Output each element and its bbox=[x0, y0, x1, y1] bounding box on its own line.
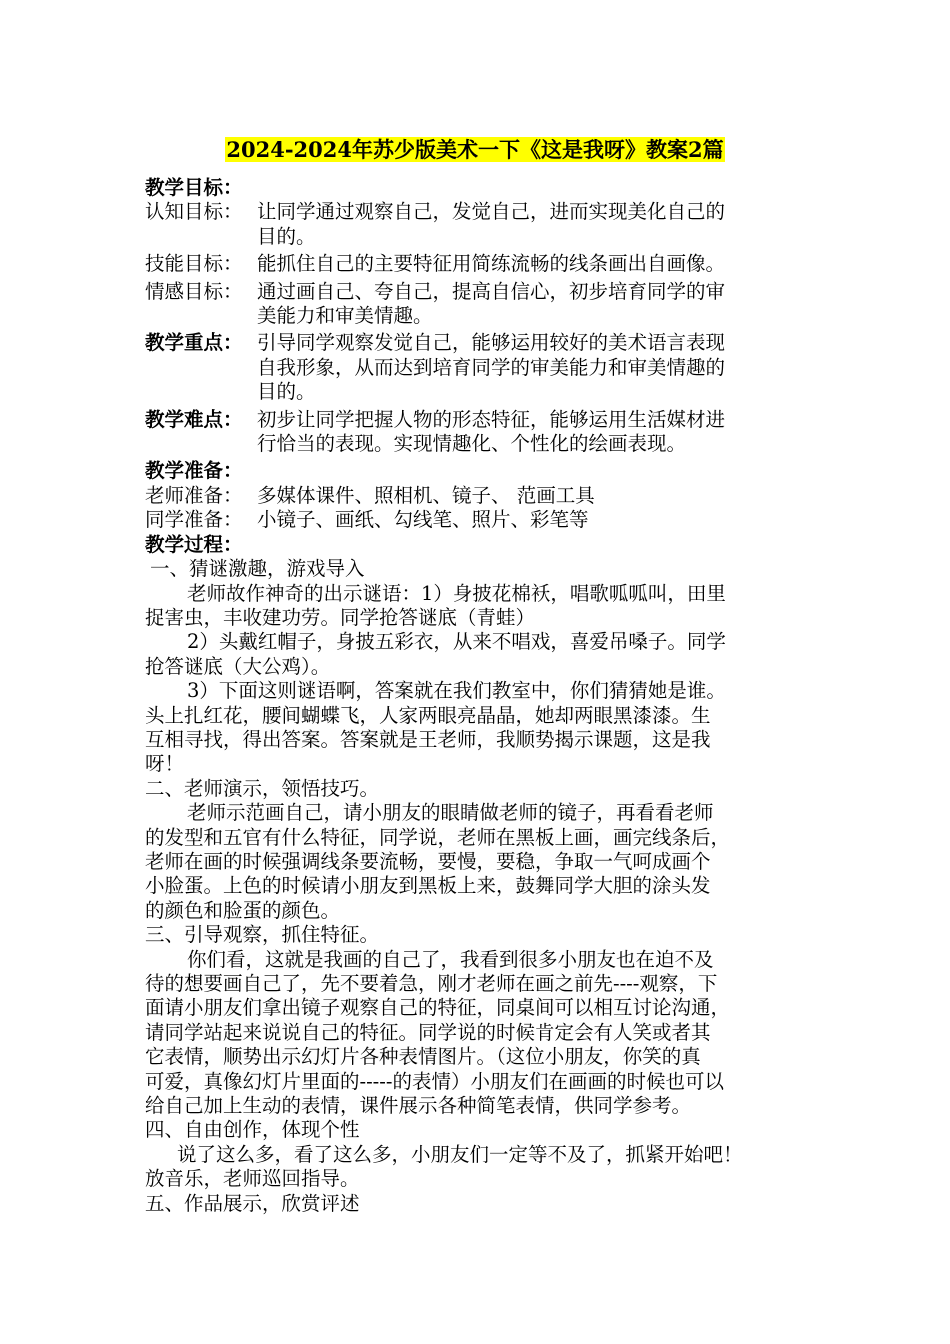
section-4-title: 四、自由创作，体现个性 bbox=[145, 1118, 360, 1142]
emotion-label: 情感目标： bbox=[145, 279, 243, 303]
cognitive-label: 认知目标： bbox=[145, 200, 243, 224]
objectives-heading: 教学目标： bbox=[145, 176, 243, 199]
section-4-paragraph: 说了这么多，看了这么多，小朋友们一定等不及了，抓紧开始吧！ bbox=[177, 1142, 743, 1166]
section-5-title: 五、作品展示，欣赏评述 bbox=[145, 1191, 360, 1215]
difficulties: 教学难点： 初步让同学把握人物的形态特征，能够运用生活媒材进 bbox=[145, 407, 726, 431]
section-1-title: 一、猜谜激趣，游戏导入 bbox=[150, 557, 365, 581]
skill-label: 技能目标： bbox=[145, 252, 243, 276]
preparation-heading: 教学准备： bbox=[145, 459, 243, 483]
teacher-preparation: 老师准备： 多媒体课件、照相机、镜子、 范画工具 bbox=[145, 483, 595, 507]
document-title: 2024-2024年苏少版美术一下《这是我呀》教案2篇 bbox=[226, 137, 724, 162]
student-preparation: 同学准备： 小镜子、画纸、勾线笔、照片、彩笔等 bbox=[145, 508, 589, 532]
emotion-objective: 情感目标： 通过画自己、夸自己，提高自信心，初步培育同学的审 bbox=[145, 279, 726, 303]
section-3-paragraph: 你们看，这就是我画的自己了，我看到很多小朋友也在迫不及 bbox=[187, 947, 714, 971]
section-1-paragraph: 老师故作神奇的出示谜语：1）身披花棉袄，唱歌呱呱叫，田里 bbox=[187, 581, 726, 605]
key-points-label: 教学重点： bbox=[145, 331, 243, 355]
section-2-paragraph: 老师示范画自己，请小朋友的眼睛做老师的镜子，再看看老师 bbox=[187, 801, 714, 825]
difficulties-label: 教学难点： bbox=[145, 407, 243, 431]
cognitive-objective: 认知目标： 让同学通过观察自己，发觉自己，进而实现美化自己的 bbox=[145, 200, 726, 224]
document-body: 教学目标： 认知目标： 让同学通过观察自己，发觉自己，进而实现美化自己的 目的。 技能目标： 能抓住自己的主要特征用简练流畅的线条画出自画像。 情感目标： 通过画自己、夸自己，提高自信心，初步培育同学的审 美能力和审美情趣。 教学重点： 引导同学观察发觉自己，能够运用较好的美术语言表现 自我形象，从而达到培育同学的审美能力和审美情趣的 目的。 教学难点： 初步让同学把握人物的形态特征，能够运用生活媒材进 行恰当的表现。实现情趣化、个性化的绘画表现。 教学准备： 老师准备： 多媒体课件、照相机、镜子、 范画工具 同学准备： 小镜子、画纸、勾线笔、照片、彩笔等 教学过程： 一、猜谜激趣，游戏导入 老师故作神奇的出示谜语：1）身披花棉袄，唱歌呱呱叫，田里 捉害虫，丰收建功劳。同学抢答谜底（青蛙） 2）头戴红帽子，身披五彩衣，从来不唱戏，喜爱吊嗓子。同学 抢答谜底（大公鸡）。 3）下面这则谜语啊，答案就在我们教室中，你们猜猜她是谁。 头上扎红花，腰间蝴蝶飞，人家两眼亮晶晶，她却两眼黑漆漆。生 互相寻找，得出答案。答案就是王老师，我顺势揭示课题，这是我 呀！ 二、老师演示，领悟技巧。 老师示范画自己，请小朋友的眼睛做老师的镜子，再看看老师 的发型和五官有什么特征，同学说，老师在黑板上画，画完线条后， 老师在画的时候强调线条要流畅，要慢，要稳，争取一气呵成画个 小脸蛋。上色的时候请小朋友到黑板上来，鼓舞同学大胆的涂头发 的颜色和脸蛋的颜色。 三、引导观察，抓住特征。 你们看，这就是我画的自己了，我看到很多小朋友也在迫不及 待的想要画自己了，先不要着急，刚才老师在画之前先----观察，下 面请小朋友们拿出镜子观察自己的特征，同桌间可以相互讨论沟通， 请同学站起来说说自己的特征。同学说的时候肯定会有人笑或者其 它表情，顺势出示幻灯片各种表情图片。（这位小朋友，你笑的真 可爱，真像幻灯片里面的-----的表情）小朋友们在画画的时候也可以 给自己加上生动的表情，课件展示各种简笔表情，供同学参考。 四、自由创作，体现个性 说了这么多，看了这么多，小朋友们一定等不及了，抓紧开始吧！ 放音乐，老师巡回指导。 五、作品展示，欣赏评述 bbox=[145, 176, 813, 1216]
skill-objective: 技能目标： 能抓住自己的主要特征用简练流畅的线条画出自画像。 bbox=[145, 252, 726, 276]
process-heading: 教学过程： bbox=[145, 532, 243, 556]
section-3-title: 三、引导观察，抓住特征。 bbox=[145, 923, 380, 947]
section-2-title: 二、老师演示，领悟技巧。 bbox=[145, 776, 380, 800]
key-points: 教学重点： 引导同学观察发觉自己，能够运用较好的美术语言表现 bbox=[145, 331, 726, 355]
